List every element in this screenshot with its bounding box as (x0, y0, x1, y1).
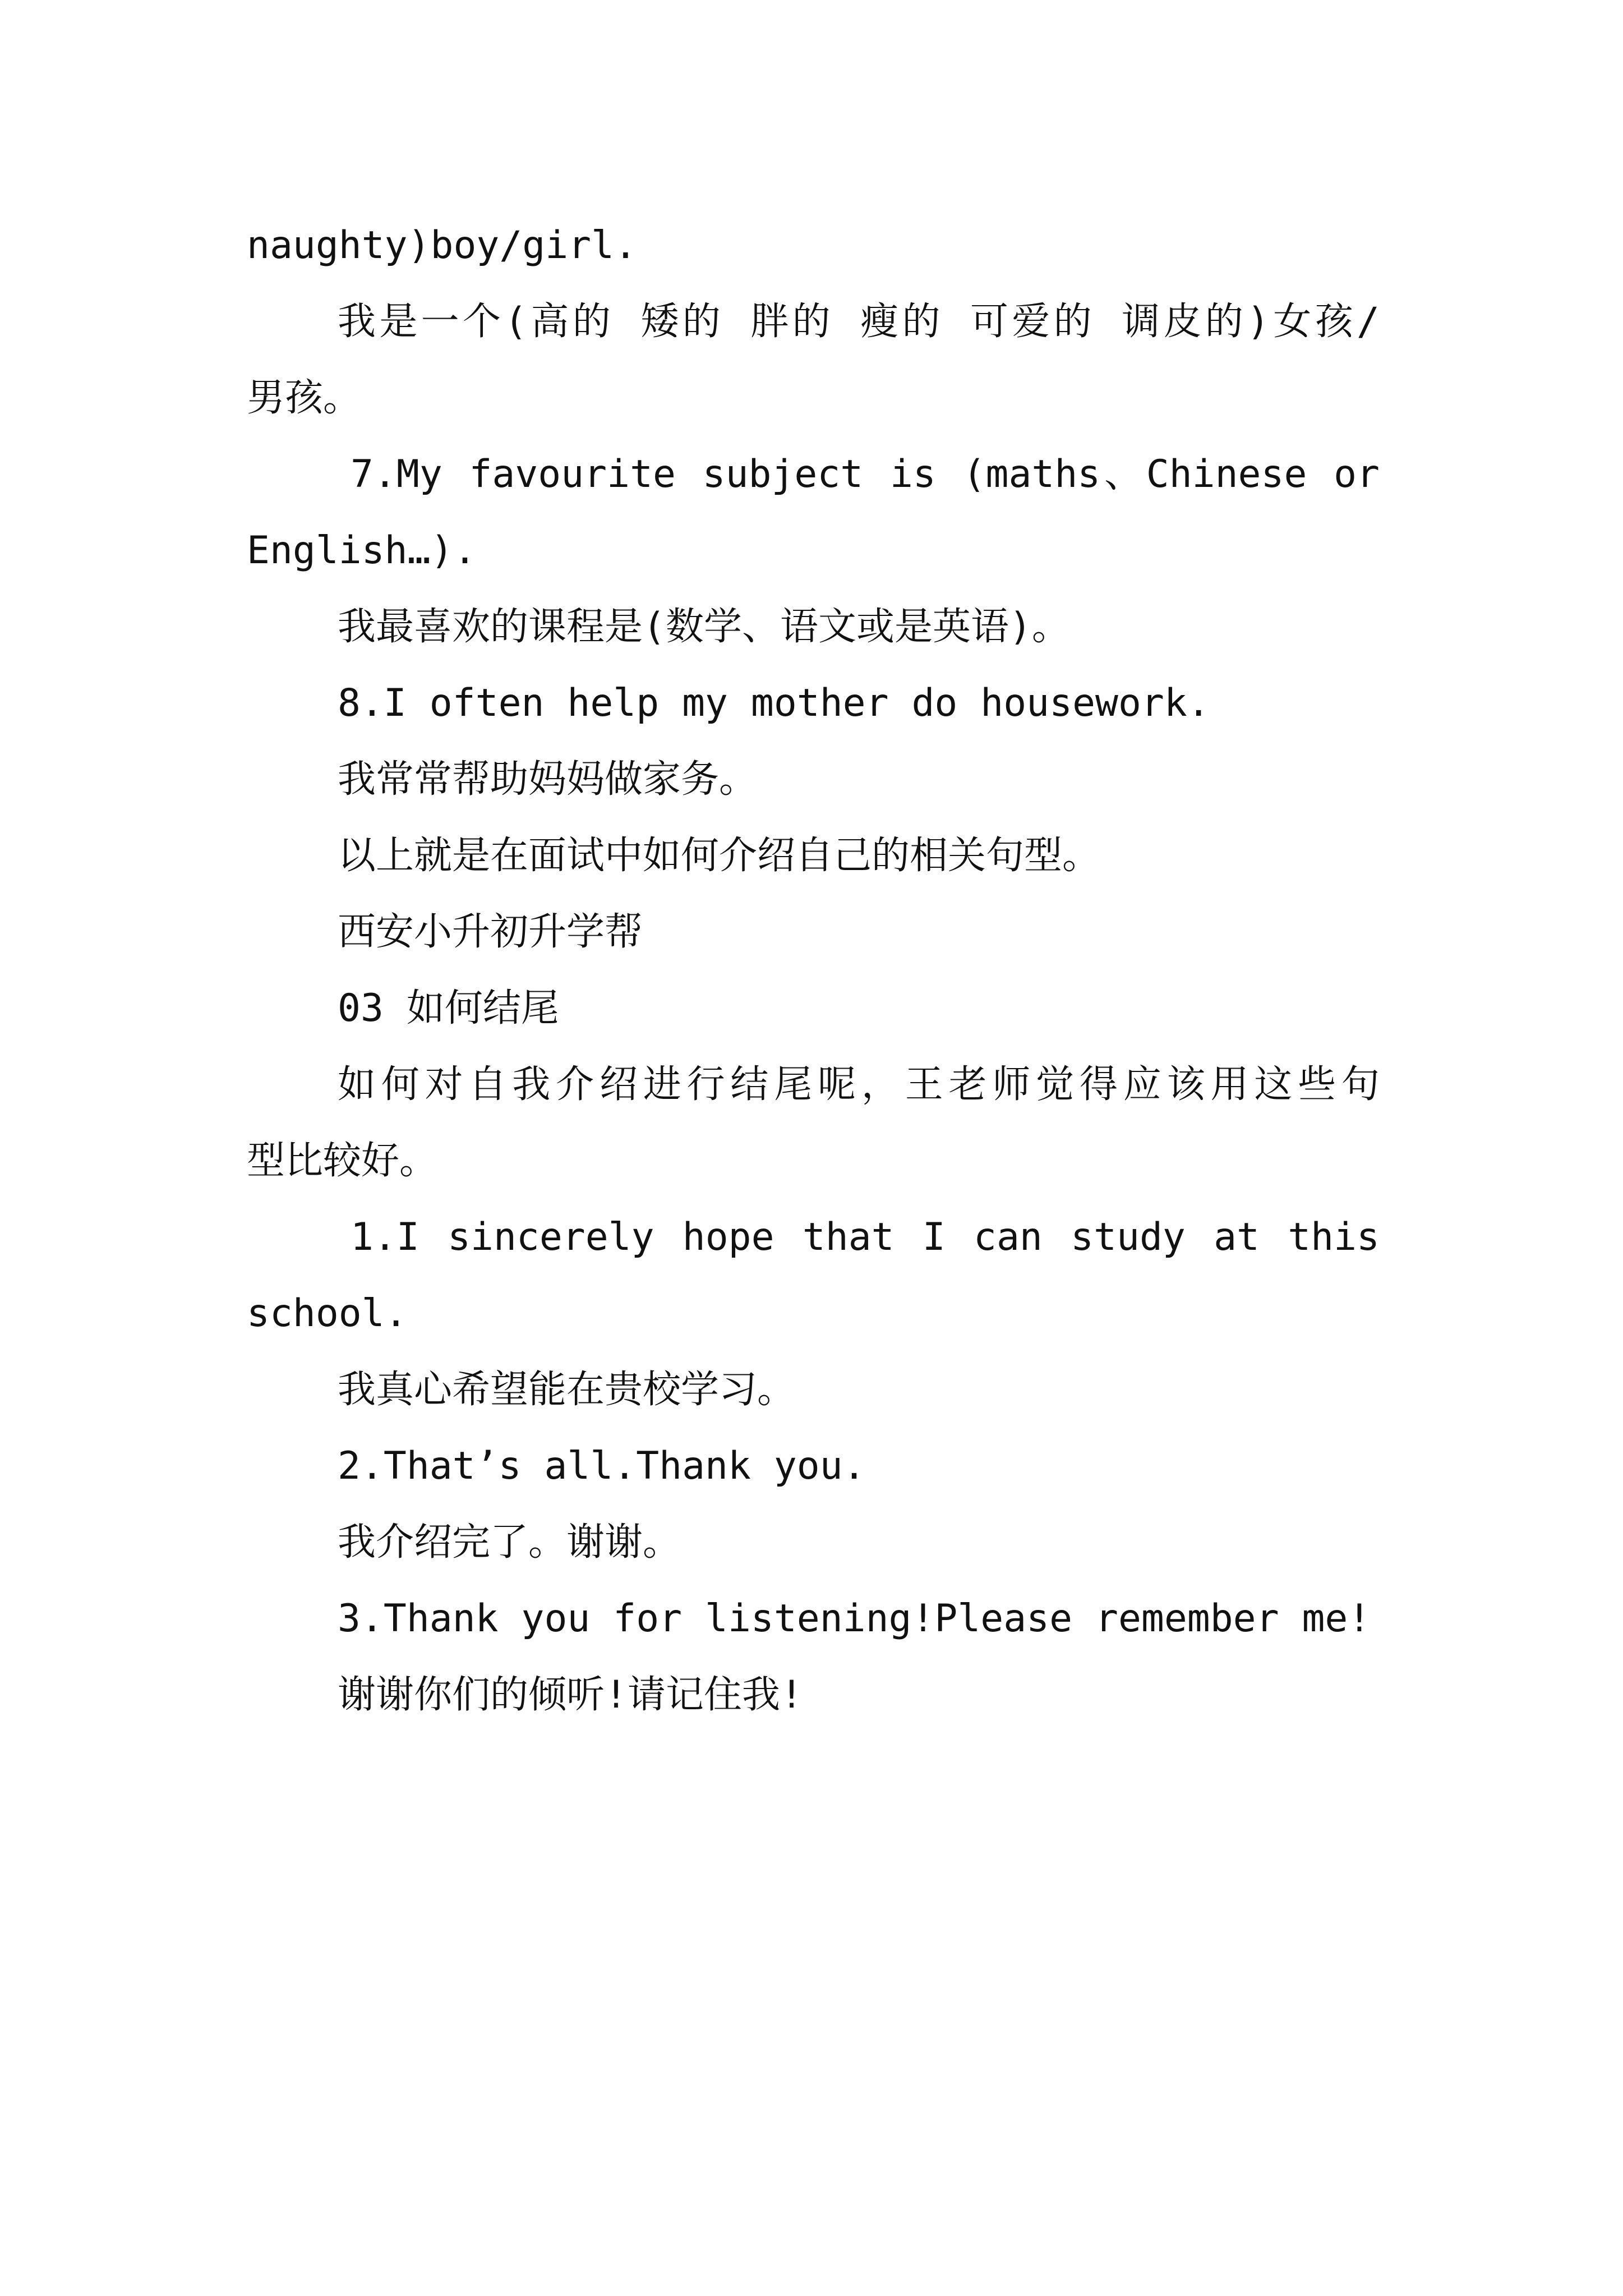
document-body (247, 208, 1380, 1733)
text-line: 男孩。 (247, 376, 362, 420)
text-line: 我真心希望能在贵校学习。 (338, 1368, 796, 1412)
text-line: 西安小升初升学帮 (338, 910, 643, 954)
text-line: 谢谢你们的倾听!请记住我! (338, 1673, 803, 1717)
text-line: school. (247, 1291, 408, 1336)
text-line: 如何对自我介绍进行结尾呢，王老师觉得应该用这些句 (338, 1062, 1380, 1107)
text-line: 我是一个(高的 矮的 胖的 瘦的 可爱的 调皮的)女孩/ (338, 300, 1380, 344)
text-line: 3.Thank you for listening!Please remember me! (338, 1596, 1371, 1641)
section-heading: 03 如何结尾 (338, 986, 559, 1030)
text-line: English…). (247, 528, 477, 573)
text-line: 2.That’s all.Thank you. (338, 1444, 866, 1488)
text-line: 我最喜欢的课程是(数学、语文或是英语)。 (338, 605, 1070, 649)
text-line: 以上就是在面试中如何介绍自己的相关句型。 (338, 834, 1101, 878)
text-line: 7.My favourite subject is (maths、Chinese or (351, 452, 1380, 496)
text-line: 1.I sincerely hope that I can study at this (351, 1215, 1380, 1259)
text-line: 型比较好。 (247, 1139, 438, 1183)
text-line: naughty)boy/girl. (247, 223, 637, 268)
text-line: 我常常帮助妈妈做家务。 (338, 757, 758, 802)
text-line: 我介绍完了。谢谢。 (338, 1520, 681, 1565)
text-line: 8.I often help my mother do housework. (338, 681, 1210, 725)
